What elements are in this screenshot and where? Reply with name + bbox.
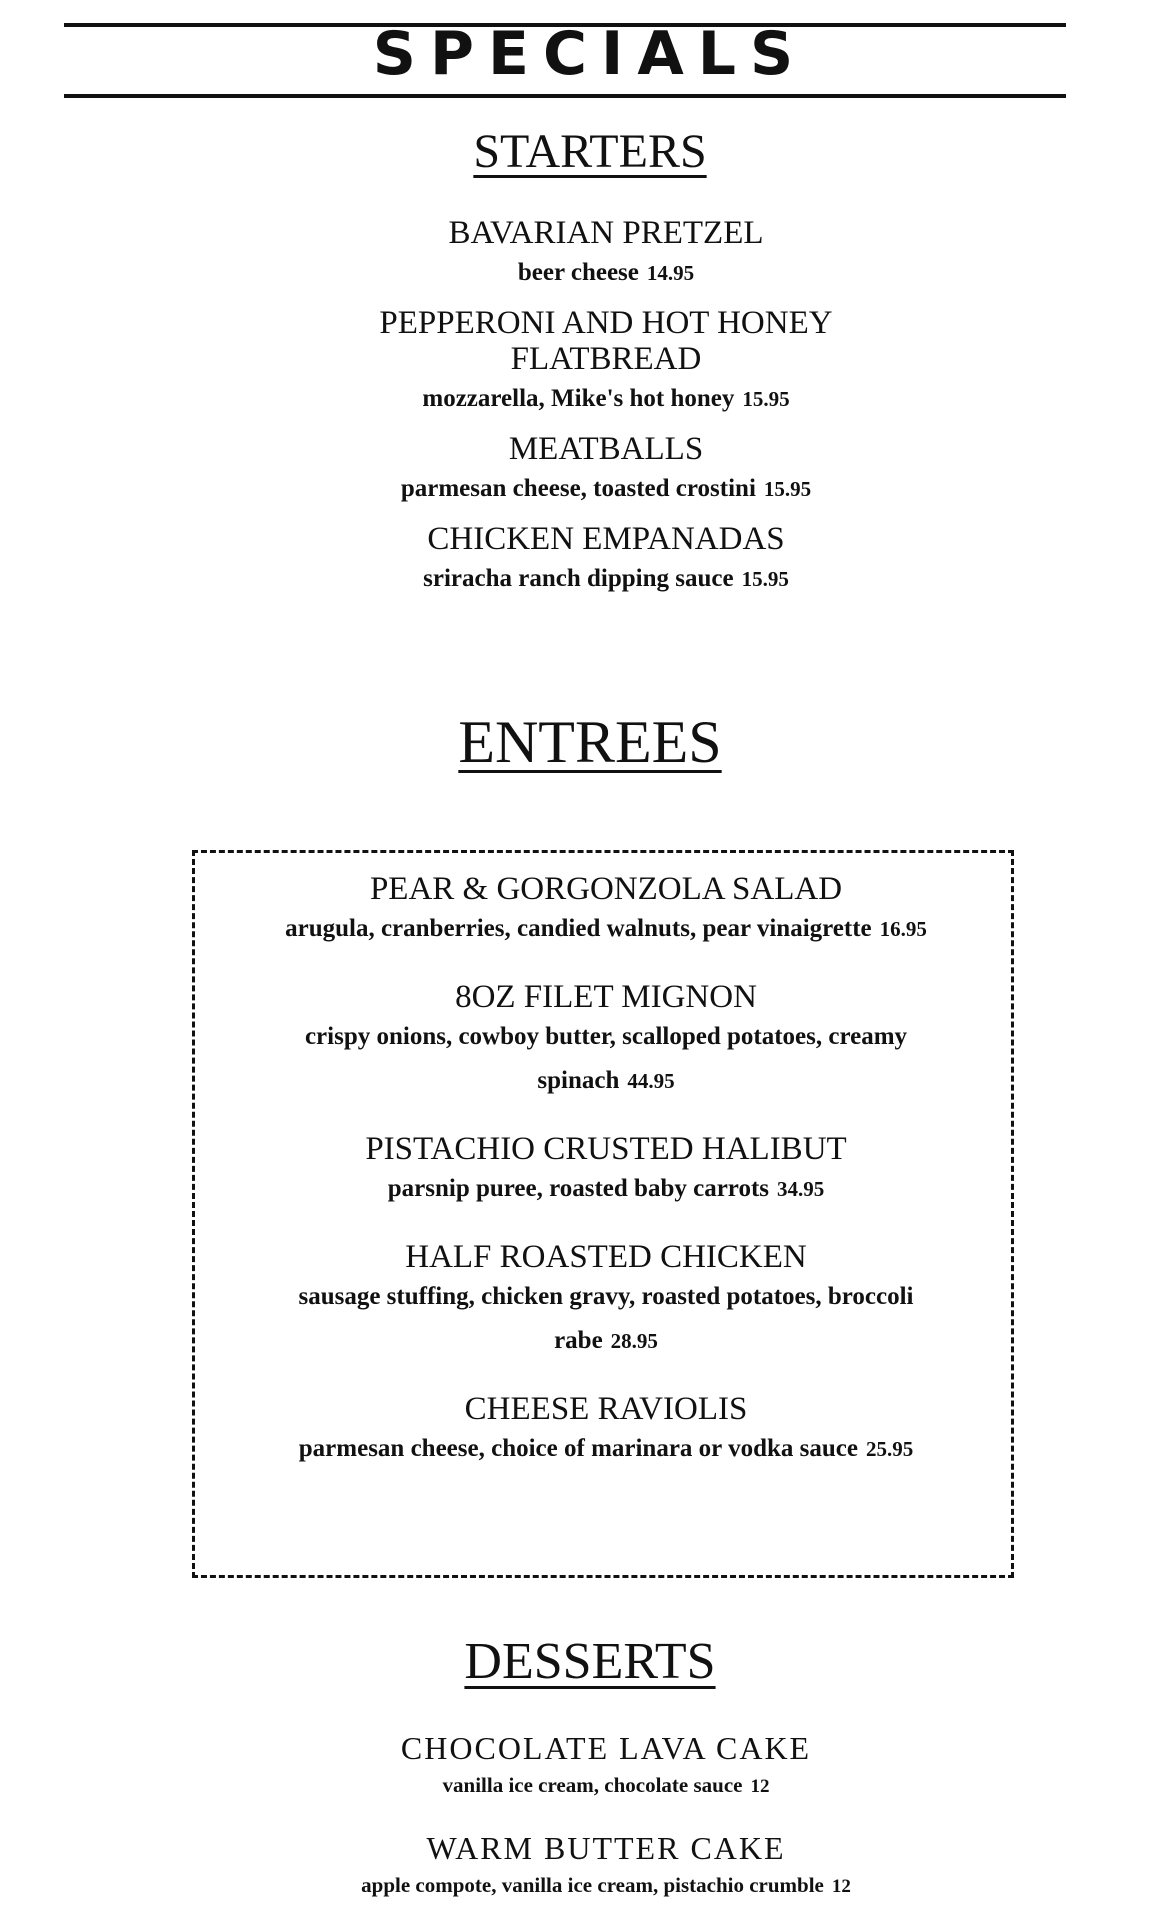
item-description: sriracha ranch dipping sauce [423,565,734,592]
desserts-list [0,1729,1166,1929]
item-name: MEATBALLS [508,431,704,467]
item-description-line [0,1767,1166,1805]
item-description-line [0,377,1166,421]
item-description-line [0,907,1166,951]
item-description: parmesan cheese, toasted crostini [400,475,756,502]
menu-item [0,215,1166,295]
item-name: CHEESE RAVIOLIS [464,1391,748,1427]
item-name: CHICKEN EMPANADAS [427,521,785,557]
item-price: 15.95 [742,387,790,411]
item-description-line [0,1867,1166,1905]
item-name: BAVARIAN PRETZEL [448,215,764,251]
entrees-list [0,871,1166,1499]
item-name: HALF ROASTED CHICKEN [405,1239,807,1275]
bottom-rule [64,94,1066,98]
menu-item [0,871,1166,951]
item-price: 12 [831,1876,851,1897]
menu-item [0,979,1166,1103]
item-description: crispy onions, cowboy butter, scalloped potatoes, creamy spinach [304,1023,908,1094]
item-description: beer cheese [517,259,639,286]
item-name: PEAR & GORGONZOLA SALAD [369,871,843,907]
item-description: parsnip puree, roasted baby carrots [387,1175,770,1202]
menu-item [0,1829,1166,1905]
item-price: 15.95 [763,477,812,501]
item-description: sausage stuffing, chicken gravy, roasted potatoes, broccoli rabe [298,1283,914,1354]
menu-item [0,305,1166,421]
item-name: PISTACHIO CRUSTED HALIBUT [365,1131,847,1167]
item-name: CHOCOLATE LAVA CAKE [400,1730,812,1766]
item-price: 25.95 [865,1437,914,1461]
item-name: WARM BUTTER CAKE [426,1830,786,1866]
item-price: 28.95 [610,1329,658,1353]
item-description: vanilla ice cream, chocolate sauce [442,1773,743,1797]
item-price: 16.95 [879,917,927,941]
item-price: 44.95 [627,1069,675,1093]
menu-item [0,521,1166,601]
item-price: 15.95 [741,567,789,591]
item-description-line [0,557,1166,601]
item-description-line [0,1167,1166,1211]
item-name: PEPPERONI AND HOT HONEY FLATBREAD [379,305,833,377]
item-description: mozzarella, Mike's hot honey [422,385,735,412]
page-title: SPECIALS [372,19,808,89]
item-description: arugula, cranberries, candied walnuts, pear vinaigrette [285,915,872,942]
item-description: parmesan cheese, choice of marinara or vodka sauce [298,1435,858,1462]
menu-item [0,1729,1166,1805]
menu-item [0,431,1166,511]
item-description-line [0,1427,1166,1471]
item-name: 8OZ FILET MIGNON [455,979,757,1015]
starters-list [0,215,1166,611]
item-description-line [296,1275,916,1363]
menu-item [0,1131,1166,1211]
entrees-heading: ENTREES [458,709,722,775]
item-description-line [0,467,1166,511]
starters-heading: STARTERS [473,125,707,178]
item-description-line [0,251,1166,295]
item-price: 12 [750,1776,770,1797]
item-description: apple compote, vanilla ice cream, pistachio crumble [361,1873,824,1897]
menu-item [0,1239,1166,1363]
item-description-line [296,1015,916,1103]
item-price: 34.95 [777,1177,825,1201]
item-price: 14.95 [646,261,695,285]
desserts-heading: DESSERTS [464,1633,716,1690]
menu-item [0,1391,1166,1471]
